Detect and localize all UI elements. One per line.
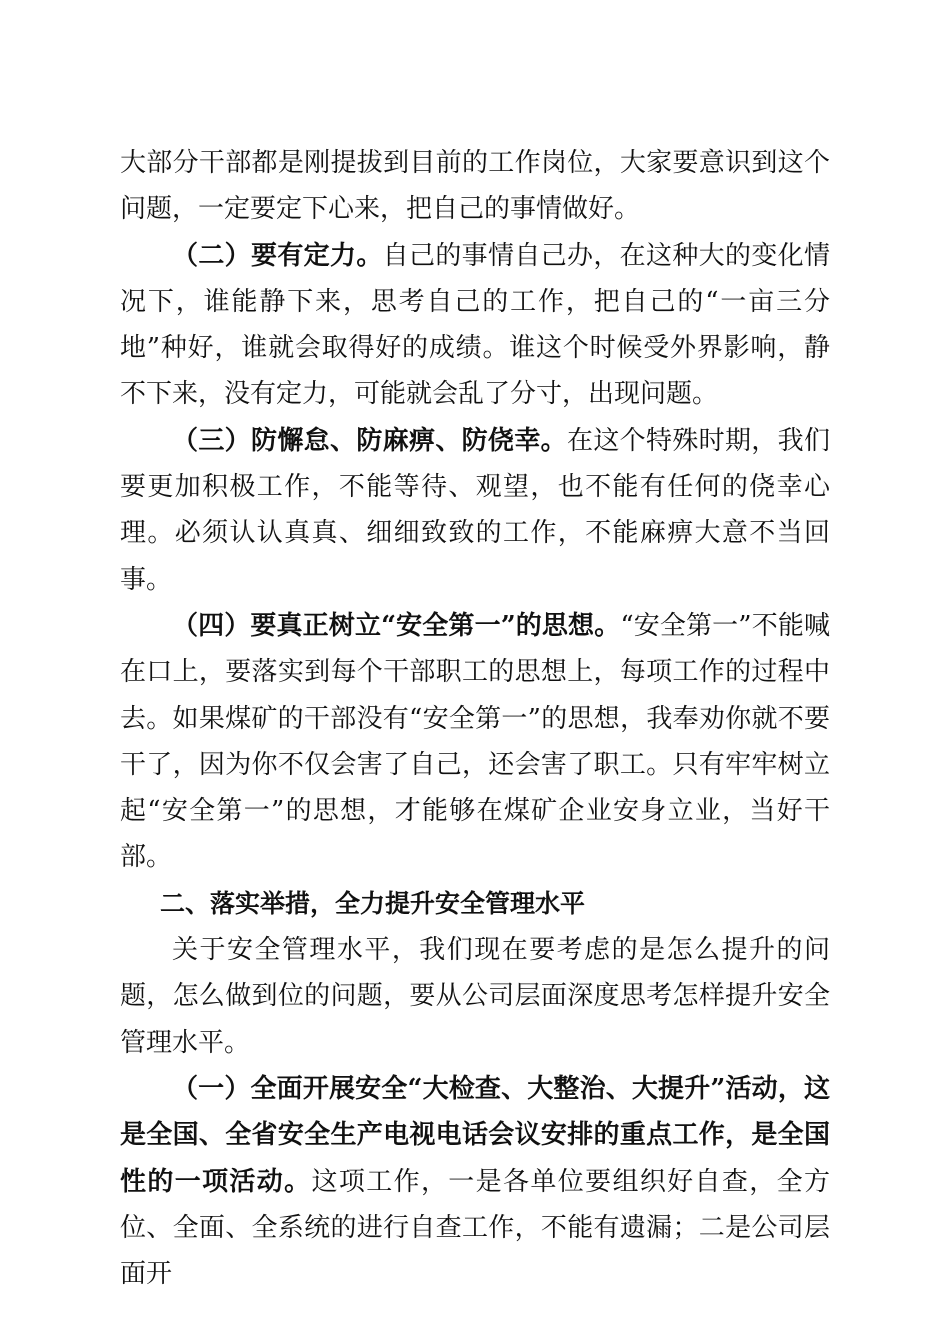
paragraph-text: 关于安全管理水平，我们现在要考虑的是怎么提升的问题，怎么做到位的问题，要从公司层面深度思考怎样提升安全管理水平。 [120,935,830,1058]
item-body: 这项工作，一是各单位要组织好自查，全方位、全面、全系统的进行自查工作，不能有遗漏；二是公司层面开 [120,1166,830,1290]
paragraph-item-3 [120,418,830,603]
paragraph-item-4 [120,603,830,881]
paragraph-continuation [120,140,830,233]
item-body: 自己的事情自己办，在这种大的变化情况下，谁能静下来，思考自己的工作，把自己的“一亩三分地”种好，谁就会取得好的成绩。谁这个时候受外界影响，静不下来，没有定力，可能就会乱了分寸，出现问题。 [120,240,830,410]
item-lead: （三）防懈怠、防麻痹、防侥幸。 [172,425,567,456]
section-heading-text: 二、落实举措，全力提升安全管理水平 [160,888,586,918]
paragraph-text: 大部分干部都是刚提拔到目前的工作岗位，大家要意识到这个问题，一定要定下心来，把自己的事情做好。 [120,148,830,225]
item-body: “安全第一”不能喊在口上，要落实到每个干部职工的思想上，每项工作的过程中去。如果煤矿的干部没有“安全第一”的思想，我奉劝你就不要干了，因为你不仅会害了自己，还会害了职工。只有牢牢树立起“安全第一”的思想，才能够在煤矿企业安身立业，当好干部。 [120,610,830,873]
document-body [120,140,830,1297]
item-lead: （二）要有定力。 [172,240,383,271]
paragraph-item-2 [120,233,830,418]
item-lead: （四）要真正树立“安全第一”的思想。 [172,610,621,641]
paragraph-subitem-1 [120,1066,830,1297]
paragraph-intro [120,927,830,1066]
section-heading [120,881,830,927]
item-lead: （一）全面开展安全“大检查、大整治、大提升”活动，这是全国、全省安全生产电视电话会议安排的重点工作，是全国性的一项活动。 [120,1073,830,1197]
item-body: 在这个特殊时期，我们要更加积极工作，不能等待、观望，也不能有任何的侥幸心理。必须认认真真、细细致致的工作，不能麻痹大意不当回事。 [120,425,830,595]
